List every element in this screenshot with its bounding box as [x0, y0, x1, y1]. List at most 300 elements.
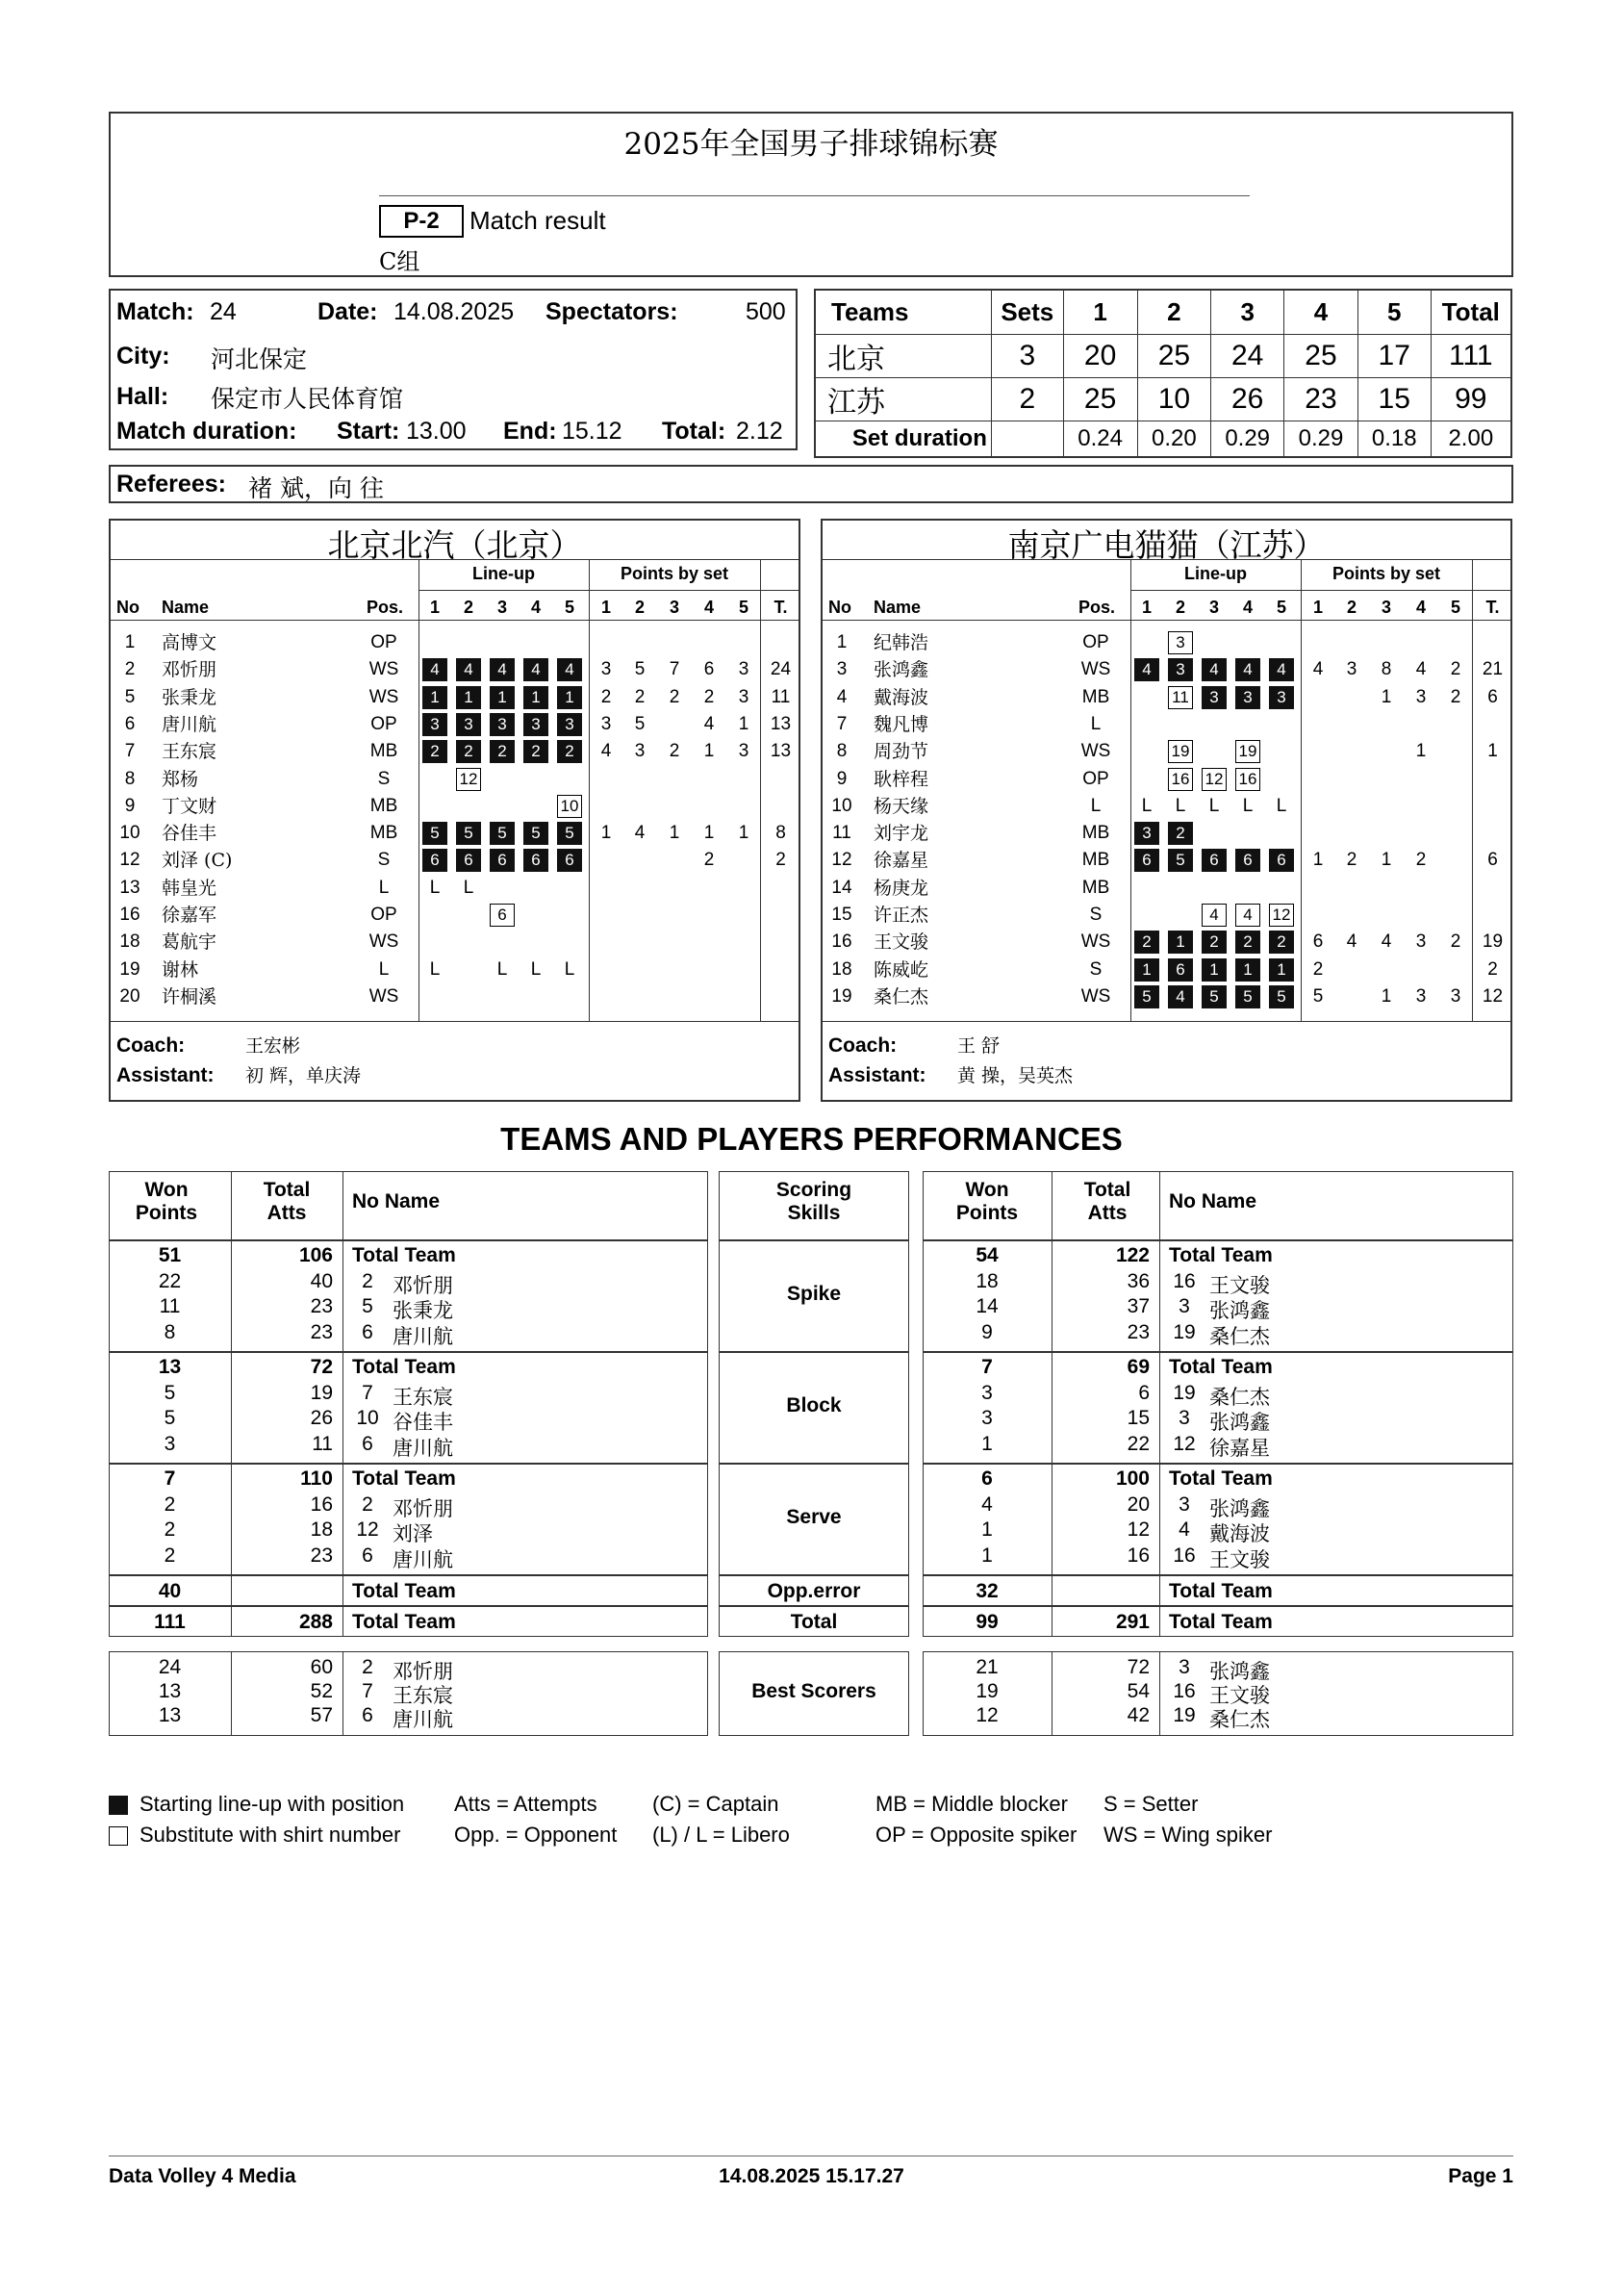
- player-number: 5: [362, 1295, 373, 1317]
- lineup-cell: [1168, 740, 1193, 763]
- header-box: [109, 112, 1513, 277]
- group-rule: [418, 590, 799, 591]
- lineup-cell: [557, 740, 582, 763]
- player-total: 2: [1487, 958, 1498, 980]
- attempts: 106: [298, 1244, 333, 1266]
- header-rule: [379, 195, 1250, 196]
- legend-captain: (C) = Captain: [652, 1792, 779, 1816]
- set-points: 5: [634, 659, 646, 680]
- starting-position-square: 6: [1202, 849, 1227, 872]
- player-name: 徐嘉军: [162, 905, 217, 926]
- lineup-cell: [1202, 849, 1227, 872]
- attempts: 291: [1115, 1611, 1150, 1633]
- player-number: 1: [124, 632, 136, 652]
- set-points: 2: [669, 741, 680, 762]
- referees-label: Referees:: [116, 471, 226, 497]
- no-header: No: [116, 598, 139, 617]
- player-number: 3: [1179, 1295, 1190, 1317]
- lineup-cell: [1202, 686, 1227, 709]
- scoring-header: Scoring: [775, 1179, 852, 1201]
- player-total: 12: [1482, 985, 1504, 1007]
- lineup-cell: [490, 658, 515, 681]
- substitute-number-square: 12: [1202, 768, 1227, 791]
- player-number: 1: [836, 632, 848, 652]
- player-number: 7: [124, 741, 136, 762]
- col-rule: [1159, 1651, 1160, 1736]
- player-position: L: [378, 958, 390, 980]
- player-position: S: [1089, 958, 1103, 980]
- player-number: 6: [362, 1432, 373, 1455]
- player-name: 刘宇龙: [874, 823, 929, 845]
- starting-position-square: 4: [1235, 658, 1260, 681]
- player-number: 3: [1179, 1492, 1190, 1516]
- lineup-cell: [1269, 849, 1294, 872]
- player-number: 10: [356, 1407, 379, 1429]
- libero-mark: L: [1242, 795, 1254, 816]
- lineup-cell: [1235, 931, 1260, 954]
- away-sets: 2: [991, 377, 1063, 421]
- lineup-cell: [1134, 958, 1159, 982]
- lineup-cell: [523, 686, 548, 709]
- set-duration: 0.29: [1284, 421, 1358, 457]
- player-position: S: [1089, 905, 1103, 925]
- player-name: 刘泽: [393, 1522, 433, 1545]
- player-position: MB: [1081, 686, 1110, 707]
- lineup-cell: [1202, 768, 1227, 791]
- won-points: 19: [976, 1680, 999, 1702]
- attempts: 18: [310, 1518, 333, 1541]
- player-number: 7: [836, 713, 848, 734]
- substitute-number-square: 12: [1269, 904, 1294, 927]
- player-position: MB: [369, 741, 398, 762]
- set-points: 2: [703, 850, 715, 871]
- player-number: 19: [1173, 1320, 1196, 1343]
- player-number: 4: [836, 686, 848, 707]
- player-name: 张鸿鑫: [1209, 1496, 1270, 1520]
- lineup-cell: [1168, 768, 1193, 791]
- attempts: 72: [1127, 1656, 1150, 1678]
- substitute-number-square: 4: [1202, 904, 1227, 927]
- lineup-cell: [1134, 931, 1159, 954]
- end-label: End:: [503, 418, 557, 445]
- player-name: 徐嘉星: [874, 850, 929, 872]
- player-name: 周劲节: [874, 741, 929, 763]
- attempts: 12: [1127, 1518, 1150, 1541]
- home-set-points: 25: [1137, 334, 1211, 377]
- starting-position-square: 5: [422, 822, 447, 845]
- won-points: 3: [981, 1381, 993, 1404]
- player-number: 18: [831, 958, 852, 980]
- player-number: 16: [119, 905, 140, 925]
- starting-position-square: 2: [1202, 931, 1227, 954]
- legend-s: S = Setter: [1103, 1792, 1199, 1816]
- lineup-cell: [456, 849, 481, 872]
- starting-position-square: 3: [1269, 686, 1294, 709]
- starting-position-square: 6: [490, 849, 515, 872]
- set-points: 3: [1346, 659, 1357, 680]
- player-number: 10: [119, 823, 140, 844]
- player-name: 邓忻朋: [162, 659, 217, 681]
- substitute-number-square: 3: [1168, 631, 1193, 654]
- player-name: 杨庚龙: [874, 877, 929, 899]
- lineup-cell: [557, 658, 582, 681]
- player-name: 许正杰: [874, 905, 929, 926]
- title-rule: [111, 559, 799, 560]
- lineup-cell: [1168, 822, 1193, 845]
- lineup-cell: [456, 822, 481, 845]
- won-points: 13: [158, 1680, 182, 1702]
- lineup-cell: [523, 658, 548, 681]
- lineup-cell: [490, 904, 515, 927]
- set-duration-label-cont: [991, 421, 1063, 457]
- noname-header: No Name: [352, 1190, 441, 1212]
- attempts: 6: [1138, 1381, 1150, 1404]
- won-points: 12: [976, 1704, 999, 1726]
- player-total: 6: [1487, 686, 1498, 707]
- starting-position-square: 5: [1134, 985, 1159, 1008]
- player-number: 16: [1173, 1269, 1196, 1292]
- player-name: 桑仁杰: [874, 985, 929, 1008]
- points-set-number: 1: [1312, 598, 1323, 617]
- player-name: 丁文财: [162, 795, 217, 817]
- col-rule: [342, 1240, 343, 1352]
- player-position: MB: [369, 823, 398, 844]
- end-value: 15.12: [562, 418, 622, 445]
- set-points: 1: [669, 823, 680, 844]
- lineup-set-number: 4: [1242, 598, 1253, 617]
- set-duration: 0.18: [1357, 421, 1431, 457]
- starting-swatch: [109, 1796, 128, 1815]
- player-position: MB: [1081, 877, 1110, 898]
- substitute-number-square: 4: [1235, 904, 1260, 927]
- libero-mark: L: [1175, 795, 1186, 816]
- attempts: 22: [1127, 1432, 1150, 1455]
- starting-position-square: 3: [1202, 686, 1227, 709]
- set-points: 4: [703, 713, 715, 734]
- starting-position-square: 2: [1269, 931, 1294, 954]
- coach-rule: [111, 1021, 799, 1022]
- points-set-number: 4: [1415, 598, 1426, 617]
- summary-label: Total: [790, 1611, 838, 1633]
- lineup-cell: [422, 713, 447, 736]
- set-points: 1: [738, 713, 749, 734]
- col-rule: [342, 1575, 343, 1606]
- player-number: 16: [1173, 1680, 1196, 1702]
- won-points: 9: [981, 1320, 993, 1343]
- lineup-set-number: 4: [530, 598, 541, 617]
- player-name: 刘泽 (C): [162, 850, 233, 872]
- set-points: 2: [1450, 931, 1461, 953]
- player-number: 12: [119, 850, 140, 871]
- duration-label: Match duration:: [116, 418, 297, 445]
- player-number: 6: [362, 1543, 373, 1567]
- lineup-cell: [1134, 822, 1159, 845]
- starting-position-square: 4: [1269, 658, 1294, 681]
- lineup-cell: [1202, 958, 1227, 982]
- set-points: 2: [1312, 958, 1324, 980]
- attempts: 288: [298, 1611, 333, 1633]
- set-points: 6: [703, 659, 715, 680]
- won-points: 1: [981, 1432, 993, 1455]
- player-position: L: [1090, 713, 1102, 734]
- set-points: 5: [1312, 985, 1324, 1007]
- legend-libero: (L) / L = Libero: [652, 1823, 790, 1847]
- starting-position-square: 3: [456, 713, 481, 736]
- lineup-cell: [1168, 686, 1193, 709]
- attempts: 40: [310, 1269, 333, 1292]
- header-rule: [823, 620, 1510, 621]
- lineup-cell: [557, 713, 582, 736]
- points-set-number: 3: [1381, 598, 1391, 617]
- won-points: 40: [158, 1580, 182, 1602]
- starting-position-square: 3: [557, 713, 582, 736]
- home-team-title: 北京北汽（北京）: [327, 526, 582, 564]
- lineup-cell: [557, 822, 582, 845]
- t-header: T.: [1485, 598, 1500, 617]
- player-position: OP: [370, 713, 397, 734]
- pbs-header: Points by set: [1331, 564, 1441, 583]
- spectators-label: Spectators:: [545, 298, 678, 325]
- lineup-cell: [1235, 904, 1260, 927]
- lineup-cell: [1202, 931, 1227, 954]
- player-name: 王文骏: [1209, 1273, 1270, 1297]
- title-rule: [823, 559, 1510, 560]
- starting-position-square: 4: [490, 658, 515, 681]
- lineup-vline: [418, 559, 419, 1021]
- date-label: Date:: [317, 298, 378, 325]
- player-number: 8: [836, 741, 848, 762]
- points-set-number: 4: [703, 598, 714, 617]
- attempts: 23: [1127, 1320, 1150, 1343]
- player-name: 桑仁杰: [1209, 1324, 1270, 1348]
- player-number: 14: [831, 877, 852, 898]
- lineup-cell: [422, 658, 447, 681]
- won-points: 7: [164, 1467, 176, 1490]
- header-rule: [111, 620, 799, 621]
- substitute-number-square: 19: [1235, 740, 1260, 763]
- set-points: 2: [600, 686, 612, 707]
- total-team: Total Team: [352, 1580, 456, 1602]
- player-position: MB: [1081, 850, 1110, 871]
- player-name: 张鸿鑫: [1209, 1660, 1270, 1683]
- starting-position-square: 5: [1269, 985, 1294, 1008]
- libero-mark: L: [496, 958, 508, 980]
- substitute-number-square: 12: [456, 768, 481, 791]
- points-header: Points: [955, 1202, 1019, 1224]
- player-name: Total Team: [352, 1244, 456, 1266]
- coach-label: Coach:: [828, 1034, 898, 1057]
- starting-position-square: 2: [523, 740, 548, 763]
- set-points: 3: [634, 741, 646, 762]
- player-name: 魏凡博: [874, 713, 929, 735]
- home-set-points: 24: [1211, 334, 1284, 377]
- attempts: 37: [1127, 1295, 1150, 1317]
- lineup-cell: [1269, 931, 1294, 954]
- player-position: WS: [1080, 931, 1111, 953]
- lineup-cell: [456, 768, 481, 791]
- starting-position-square: 4: [1202, 658, 1227, 681]
- score-table: [814, 289, 1512, 458]
- total-header: Total: [1431, 290, 1511, 334]
- player-number: 6: [124, 713, 136, 734]
- substitute-number-square: 16: [1235, 768, 1260, 791]
- lineup-cell: [422, 740, 447, 763]
- lineup-cell: [1235, 740, 1260, 763]
- won-header: Won: [144, 1179, 189, 1201]
- away-set-points: 26: [1211, 377, 1284, 421]
- lineup-cell: [456, 658, 481, 681]
- assistant-names: 初 辉，单庆涛: [245, 1065, 362, 1086]
- player-name: 桑仁杰: [1209, 1708, 1270, 1731]
- total-set-duration: 2.00: [1431, 421, 1511, 457]
- assistant-label: Assistant:: [828, 1064, 926, 1086]
- player-name: 郑杨: [162, 768, 199, 790]
- player-name: 耿梓程: [874, 768, 929, 790]
- starting-position-square: 3: [1134, 822, 1159, 845]
- attempts: 26: [310, 1407, 333, 1429]
- coach-name: 王 舒: [957, 1035, 1001, 1057]
- lineup-cell: [1134, 849, 1159, 872]
- starting-position-square: 5: [456, 822, 481, 845]
- referees-names: 褚 斌，向 往: [248, 474, 384, 502]
- total-team: Total Team: [352, 1611, 456, 1633]
- home-set-points: 17: [1357, 334, 1431, 377]
- lineup-cell: [1235, 658, 1260, 681]
- won-points: 51: [158, 1244, 182, 1266]
- lineup-cell: [490, 740, 515, 763]
- player-number: 2: [362, 1269, 373, 1292]
- lineup-cell: [1202, 985, 1227, 1008]
- name-header: Name: [162, 598, 210, 617]
- attempts: 60: [310, 1656, 333, 1678]
- set-points: 4: [1415, 659, 1427, 680]
- player-position: WS: [368, 985, 399, 1007]
- pos-header: Pos.: [1078, 598, 1116, 617]
- won-points: 54: [976, 1244, 999, 1266]
- col-rule: [342, 1464, 343, 1575]
- no-header: No: [828, 598, 851, 617]
- set-points: 8: [1381, 659, 1392, 680]
- points-set-number: 5: [1450, 598, 1460, 617]
- starting-position-square: 1: [1235, 958, 1260, 982]
- starting-position-square: 6: [456, 849, 481, 872]
- player-name: 张鸿鑫: [1209, 1299, 1270, 1322]
- libero-mark: L: [1276, 795, 1287, 816]
- substitute-number-square: 10: [557, 795, 582, 818]
- set-header: 3: [1211, 290, 1284, 334]
- starting-position-square: 5: [1235, 985, 1260, 1008]
- starting-position-square: 1: [1269, 958, 1294, 982]
- set-points: 1: [703, 823, 715, 844]
- starting-position-square: 4: [523, 658, 548, 681]
- set-points: 3: [738, 686, 749, 707]
- starting-position-square: 6: [1269, 849, 1294, 872]
- lineup-set-number: 3: [496, 598, 507, 617]
- player-position: WS: [1080, 741, 1111, 762]
- set-points: 2: [1450, 686, 1461, 707]
- starting-position-square: 2: [557, 740, 582, 763]
- lineup-cell: [523, 740, 548, 763]
- player-name: Total Team: [1169, 1467, 1273, 1490]
- player-name: 王文骏: [1209, 1684, 1270, 1707]
- starting-position-square: 3: [523, 713, 548, 736]
- player-number: 3: [1179, 1656, 1190, 1678]
- starting-position-square: 5: [1202, 985, 1227, 1008]
- set-points: 3: [738, 659, 749, 680]
- starting-position-square: 3: [1168, 658, 1193, 681]
- won-points: 6: [981, 1467, 993, 1490]
- lineup-cell: [1269, 686, 1294, 709]
- starting-position-square: 4: [1168, 985, 1193, 1008]
- total-duration: 2.12: [736, 418, 783, 445]
- player-name: 王东宸: [162, 741, 217, 763]
- starting-position-square: 3: [422, 713, 447, 736]
- player-number: 18: [119, 931, 140, 953]
- attempts: 52: [310, 1680, 333, 1702]
- set-points: 1: [1312, 850, 1324, 871]
- set-points: 5: [634, 713, 646, 734]
- group-label: C组: [379, 248, 420, 275]
- starting-position-square: 2: [456, 740, 481, 763]
- assistant-label: Assistant:: [116, 1064, 215, 1086]
- lineup-cell: [523, 713, 548, 736]
- attempts: 19: [310, 1381, 333, 1404]
- starting-position-square: 1: [557, 686, 582, 709]
- won-points: 5: [164, 1407, 176, 1429]
- player-number: 3: [836, 659, 848, 680]
- lineup-cell: [1235, 768, 1260, 791]
- player-position: WS: [368, 931, 399, 953]
- footer-center: 14.08.2025 15.17.27: [719, 2165, 904, 2187]
- won-points: 22: [158, 1269, 182, 1292]
- lineup-set-number: 5: [1276, 598, 1286, 617]
- lineup-set-number: 2: [1175, 598, 1185, 617]
- start-value: 13.00: [406, 418, 467, 445]
- libero-mark: L: [429, 958, 441, 980]
- t-header: T.: [773, 598, 788, 617]
- away-set-points: 15: [1357, 377, 1431, 421]
- points-set-number: 2: [1346, 598, 1357, 617]
- lineup-set-number: 2: [463, 598, 473, 617]
- doc-type: Match result: [469, 206, 606, 235]
- attempts: 23: [310, 1295, 333, 1317]
- won-points: 11: [159, 1295, 181, 1317]
- home-team-name: 北京: [815, 334, 991, 377]
- won-points: 32: [976, 1580, 999, 1602]
- player-name: Total Team: [1169, 1356, 1273, 1378]
- lineup-cell: [1168, 985, 1193, 1008]
- points-set-number: 2: [634, 598, 645, 617]
- starting-position-square: 6: [1134, 849, 1159, 872]
- col-rule: [342, 1352, 343, 1464]
- substitute-number-square: 11: [1168, 686, 1193, 709]
- set-points: 1: [1381, 850, 1392, 871]
- home-set-points: 25: [1284, 334, 1358, 377]
- match-date: 14.08.2025: [393, 298, 515, 325]
- player-number: 2: [124, 659, 136, 680]
- player-name: 王东宸: [393, 1684, 453, 1707]
- player-name: 唐川航: [393, 1436, 453, 1460]
- won-points: 2: [164, 1492, 176, 1516]
- player-name: 戴海波: [874, 686, 929, 708]
- away-team-name: 江苏: [815, 377, 991, 421]
- footer-right: Page 1: [1448, 2165, 1513, 2187]
- attempts: 23: [310, 1320, 333, 1343]
- player-name: 杨天缘: [874, 795, 929, 817]
- attempts: 36: [1127, 1269, 1150, 1292]
- col-rule: [1159, 1464, 1160, 1575]
- player-number: 3: [1179, 1407, 1190, 1429]
